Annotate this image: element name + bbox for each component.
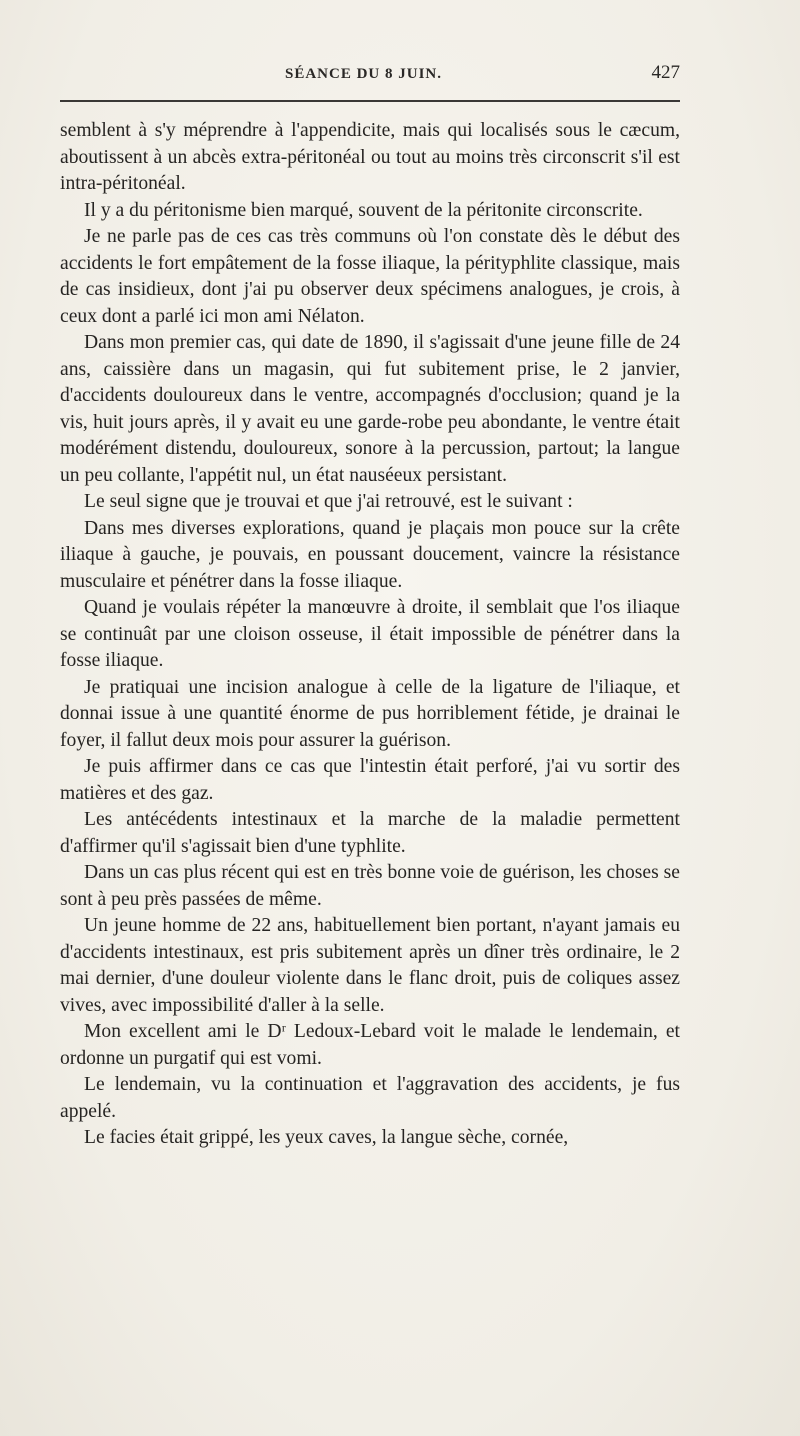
paragraph: Dans mes diverses explorations, quand je plaçais mon pouce sur la crête iliaque à gauche, je pouvais, en poussant doucement, vaincre la résistance musculaire et pénétrer dans la fosse iliaque. [60, 517, 680, 592]
paragraph: semblent à s'y méprendre à l'appendicite, mais qui localisés sous le cæcum, aboutissent à un abcès extra-péritonéal ou tout au moins très circonscrit s'il est intra-péritonéal. [60, 120, 680, 194]
paragraph: Le lendemain, vu la continuation et l'aggravation des accidents, je fus appelé. [60, 1074, 680, 1122]
header-rule [60, 100, 680, 102]
paragraph: Je puis affirmer dans ce cas que l'intestin était perforé, j'ai vu sortir des matières et des gaz. [60, 756, 680, 804]
paragraph: Les antécédents intestinaux et la marche de la maladie permettent d'affirmer qu'il s'agissait bien d'une typhlite. [60, 809, 680, 857]
paragraph: Mon excellent ami le Dʳ Ledoux-Lebard voit le malade le lendemain, et ordonne un purgatif qui est vomi. [60, 1021, 680, 1069]
running-header [60, 62, 680, 92]
paragraph: Je pratiquai une incision analogue à celle de la ligature de l'iliaque, et donnai issue à une quantité énorme de pus horriblement fétide, je drainai le foyer, il fallut deux mois pour assurer la guérison. [60, 676, 680, 751]
page-number: 427 [651, 62, 680, 83]
paragraph: Le facies était grippé, les yeux caves, la langue sèche, cornée, [84, 1127, 569, 1148]
header-title: SÉANCE DU 8 JUIN. [285, 66, 443, 82]
paragraph: Le seul signe que je trouvai et que j'ai retrouvé, est le suivant : [84, 491, 573, 512]
paragraph: Dans mon premier cas, qui date de 1890, il s'agissait d'une jeune fille de 24 ans, caissière dans un magasin, qui fut subitement prise, le 2 janvier, d'accidents douloureux dans le ventre, accompagnés d'occlusion; quand je la vis, huit jours après, il y avait eu une garde-robe peu abondante, le ventre était modérément distendu, douloureux, sonore à la percussion, partout; la langue un peu collante, l'appétit nul, un état nauséeux persistant. [60, 332, 680, 486]
body-text [60, 118, 680, 1152]
paragraph: Il y a du péritonisme bien marqué, souvent de la péritonite circonscrite. [84, 199, 643, 221]
paragraph: Dans un cas plus récent qui est en très bonne voie de guérison, les choses se sont à peu près passées de même. [60, 862, 680, 910]
paragraph: Un jeune homme de 22 ans, habituellement bien portant, n'ayant jamais eu d'accidents intestinaux, est pris subitement après un dîner très ordinaire, le 2 mai dernier, d'une douleur violente dans le flanc droit, puis de coliques assez vives, avec impossibilité d'aller à la selle. [60, 915, 680, 1016]
paragraph: Quand je voulais répéter la manœuvre à droite, il semblait que l'os iliaque se continuât par une cloison osseuse, il était impossible de pénétrer dans la fosse iliaque. [60, 597, 680, 671]
paragraph: Je ne parle pas de ces cas très communs où l'on constate dès le début des accidents le fort empâtement de la fosse iliaque, la pérityphlite classique, mais de cas insidieux, dont j'ai pu observer deux spécimens analogues, je crois, à ceux dont a parlé ici mon ami Nélaton. [60, 226, 680, 327]
